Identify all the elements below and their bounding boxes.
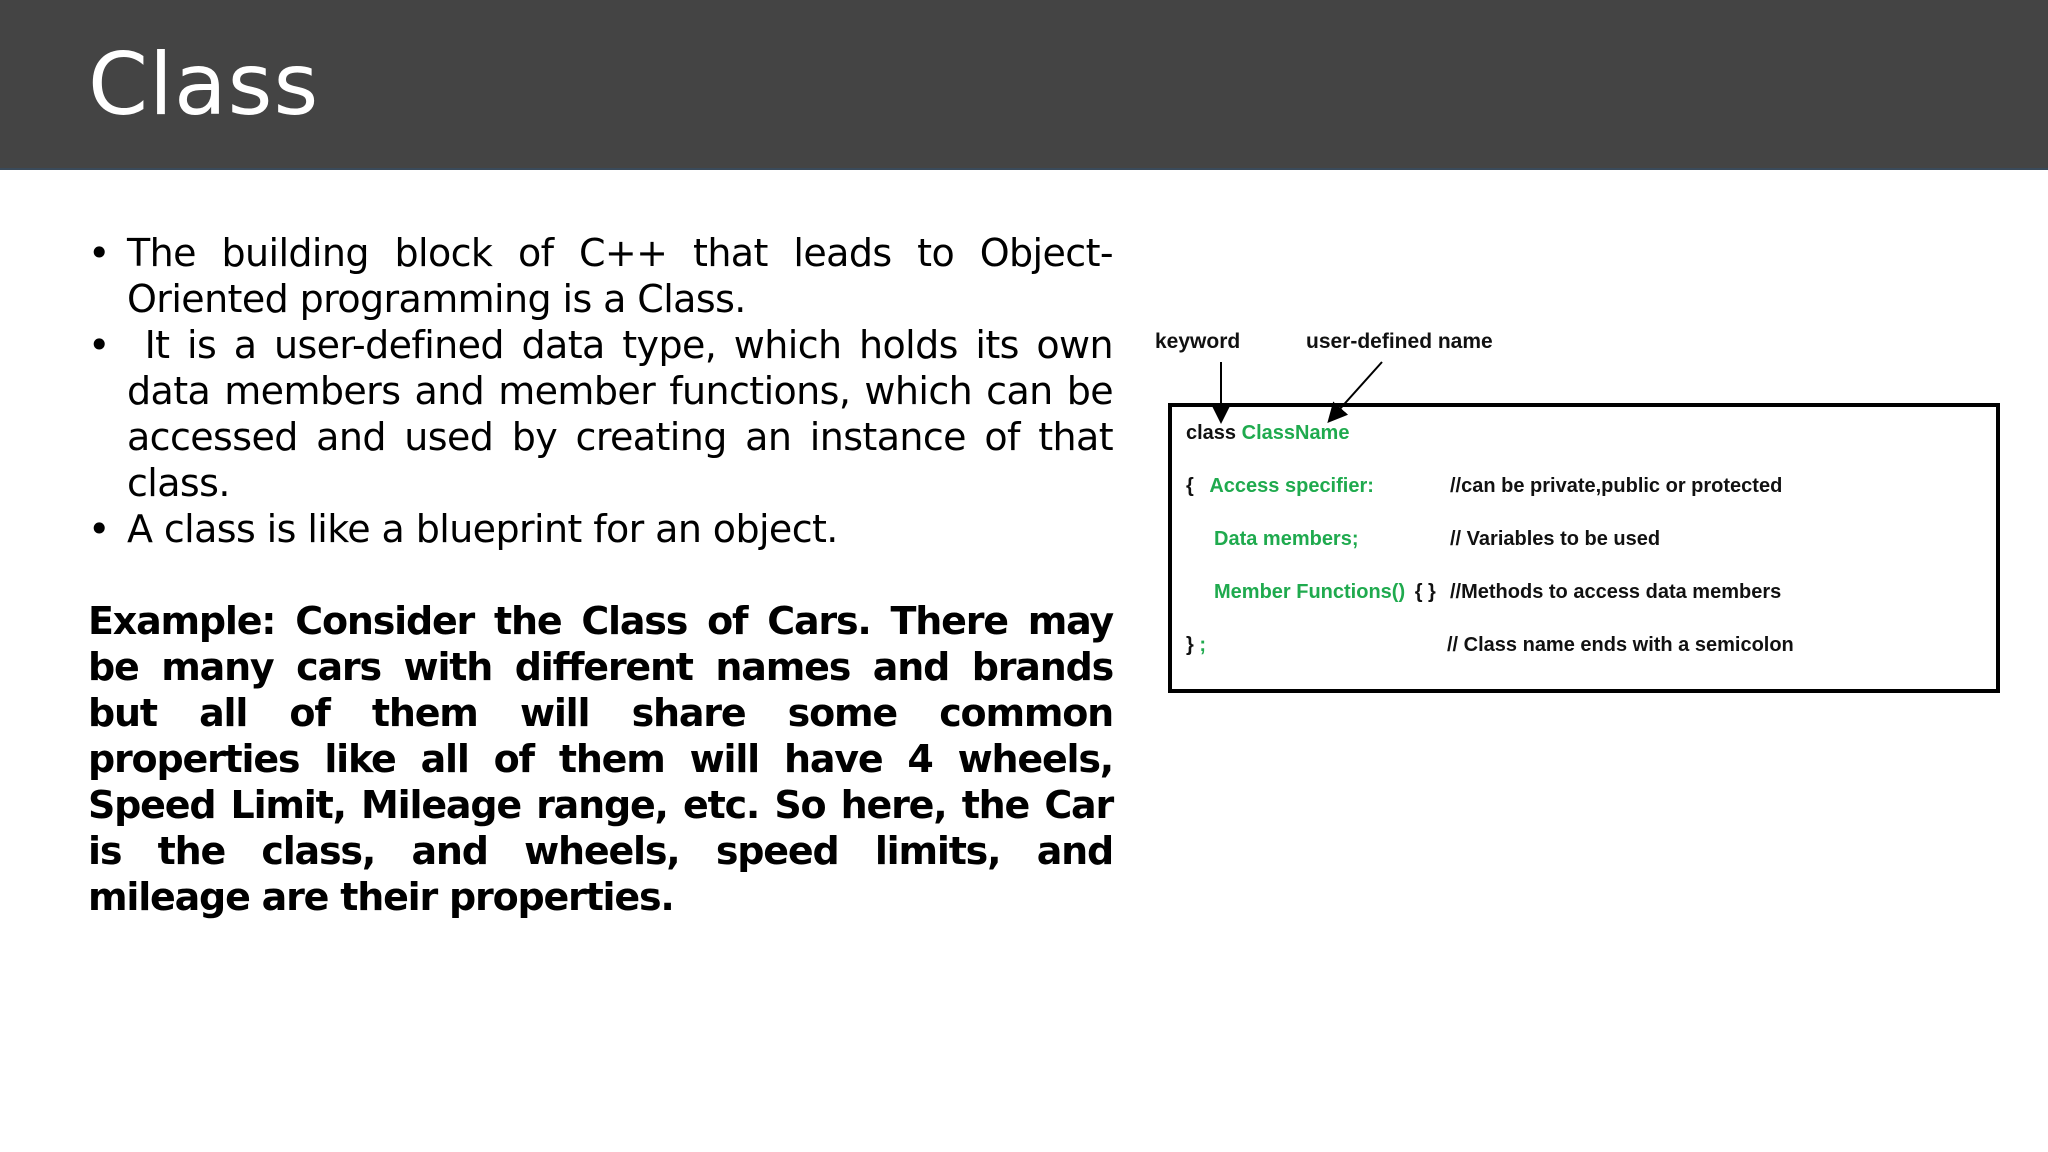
member-functions-comment: //Methods to access data members bbox=[1450, 581, 1782, 603]
title-bar bbox=[0, 0, 2048, 170]
code-line-data-members bbox=[1214, 528, 1359, 551]
class-keyword: class bbox=[1186, 422, 1237, 444]
bullet-item bbox=[88, 322, 1125, 506]
data-members-comment: // Variables to be used bbox=[1450, 528, 1661, 550]
bullet-text: A class is like a blueprint for an object. bbox=[127, 507, 838, 551]
class-syntax-diagram bbox=[1150, 320, 2010, 700]
function-braces: { } bbox=[1414, 581, 1436, 603]
access-comment: //can be private,public or protected bbox=[1450, 475, 1783, 497]
close-brace: } bbox=[1186, 634, 1194, 656]
bullet-item bbox=[88, 230, 1113, 322]
semicolon: ; bbox=[1199, 634, 1207, 656]
bullet-text: It is a user-defined data type, which holds its own data members and member functions, which can be accessed and used by creating an instance of that class. bbox=[127, 323, 1125, 505]
bullet-dot: • bbox=[88, 323, 110, 367]
bullet-item bbox=[88, 506, 1113, 552]
slide-title: Class bbox=[88, 35, 320, 135]
bullet-text: The building block of C++ that leads to Object-Oriented programming is a Class. bbox=[127, 231, 1113, 321]
close-comment: // Class name ends with a semicolon bbox=[1447, 634, 1794, 656]
example-paragraph: Example: Consider the Class of Cars. There may be many cars with different names and brands but all of them will share some common properties like all of them will have 4 wheels, Speed Limit, Mileage range, etc. So here, the Car is the class, and wheels, speed limits, and mileage are their properties. bbox=[88, 599, 1113, 919]
code-box bbox=[1168, 403, 2000, 693]
bullet-list bbox=[88, 230, 1125, 552]
user-defined-name-label: user-defined name bbox=[1306, 330, 1493, 353]
code-line-access bbox=[1186, 475, 1374, 498]
access-specifier: Access specifier: bbox=[1209, 475, 1374, 497]
keyword-label: keyword bbox=[1155, 330, 1241, 353]
class-name: ClassName bbox=[1241, 422, 1350, 444]
member-functions: Member Functions() bbox=[1214, 581, 1406, 603]
open-brace: { bbox=[1186, 475, 1194, 497]
bullet-dot: • bbox=[88, 231, 110, 275]
data-members: Data members; bbox=[1214, 528, 1359, 550]
code-line-class bbox=[1186, 422, 1349, 445]
slide-content bbox=[88, 230, 1125, 920]
code-line-member-functions bbox=[1214, 581, 1436, 604]
bullet-dot: • bbox=[88, 507, 110, 551]
code-line-close bbox=[1186, 634, 1206, 657]
